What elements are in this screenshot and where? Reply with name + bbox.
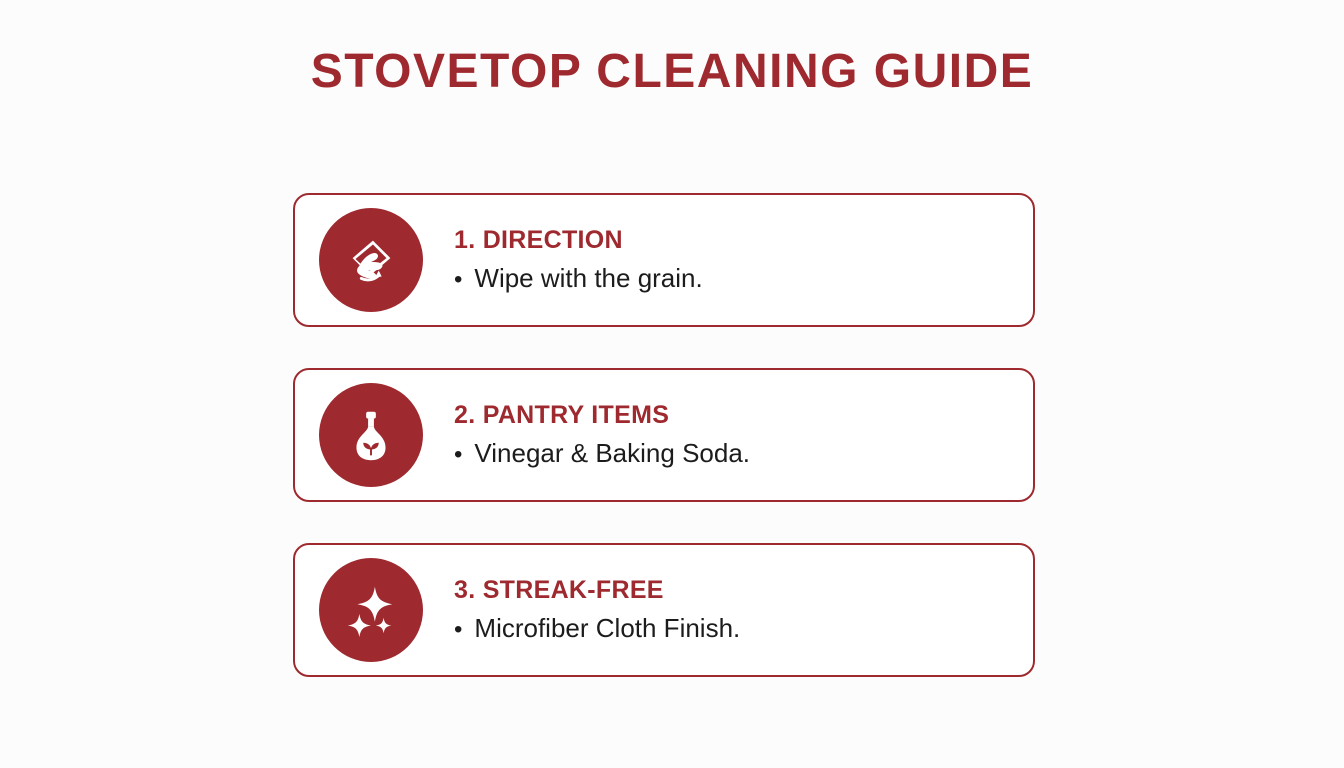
step-heading: 1. DIRECTION — [454, 226, 623, 254]
card-text — [454, 226, 703, 294]
step-bullet-text: Vinegar & Baking Soda. — [474, 438, 751, 468]
icon-badge — [319, 383, 423, 487]
vinegar-bottle-icon — [340, 404, 402, 466]
bullet-icon: • — [454, 441, 463, 468]
step-bullet-row — [454, 263, 703, 294]
card-text — [454, 576, 740, 644]
sparkle-shine-icon — [340, 579, 402, 641]
step-bullet-row — [454, 613, 740, 644]
page-title: STOVETOP CLEANING GUIDE — [310, 45, 1034, 98]
steps-list — [293, 193, 1035, 677]
step-bullet-text: Wipe with the grain. — [474, 263, 703, 293]
list-item — [293, 193, 1035, 327]
wiping-hand-cloth-icon — [340, 229, 402, 291]
step-bullet-row — [454, 438, 750, 469]
bullet-icon: • — [454, 616, 463, 643]
step-bullet-text: Microfiber Cloth Finish. — [474, 613, 741, 643]
card-text — [454, 401, 750, 469]
list-item — [293, 368, 1035, 502]
icon-badge — [319, 558, 423, 662]
bullet-icon: • — [454, 266, 463, 293]
step-heading: 3. STREAK-FREE — [454, 576, 664, 604]
icon-badge — [319, 208, 423, 312]
step-heading: 2. PANTRY ITEMS — [454, 401, 670, 429]
list-item — [293, 543, 1035, 677]
